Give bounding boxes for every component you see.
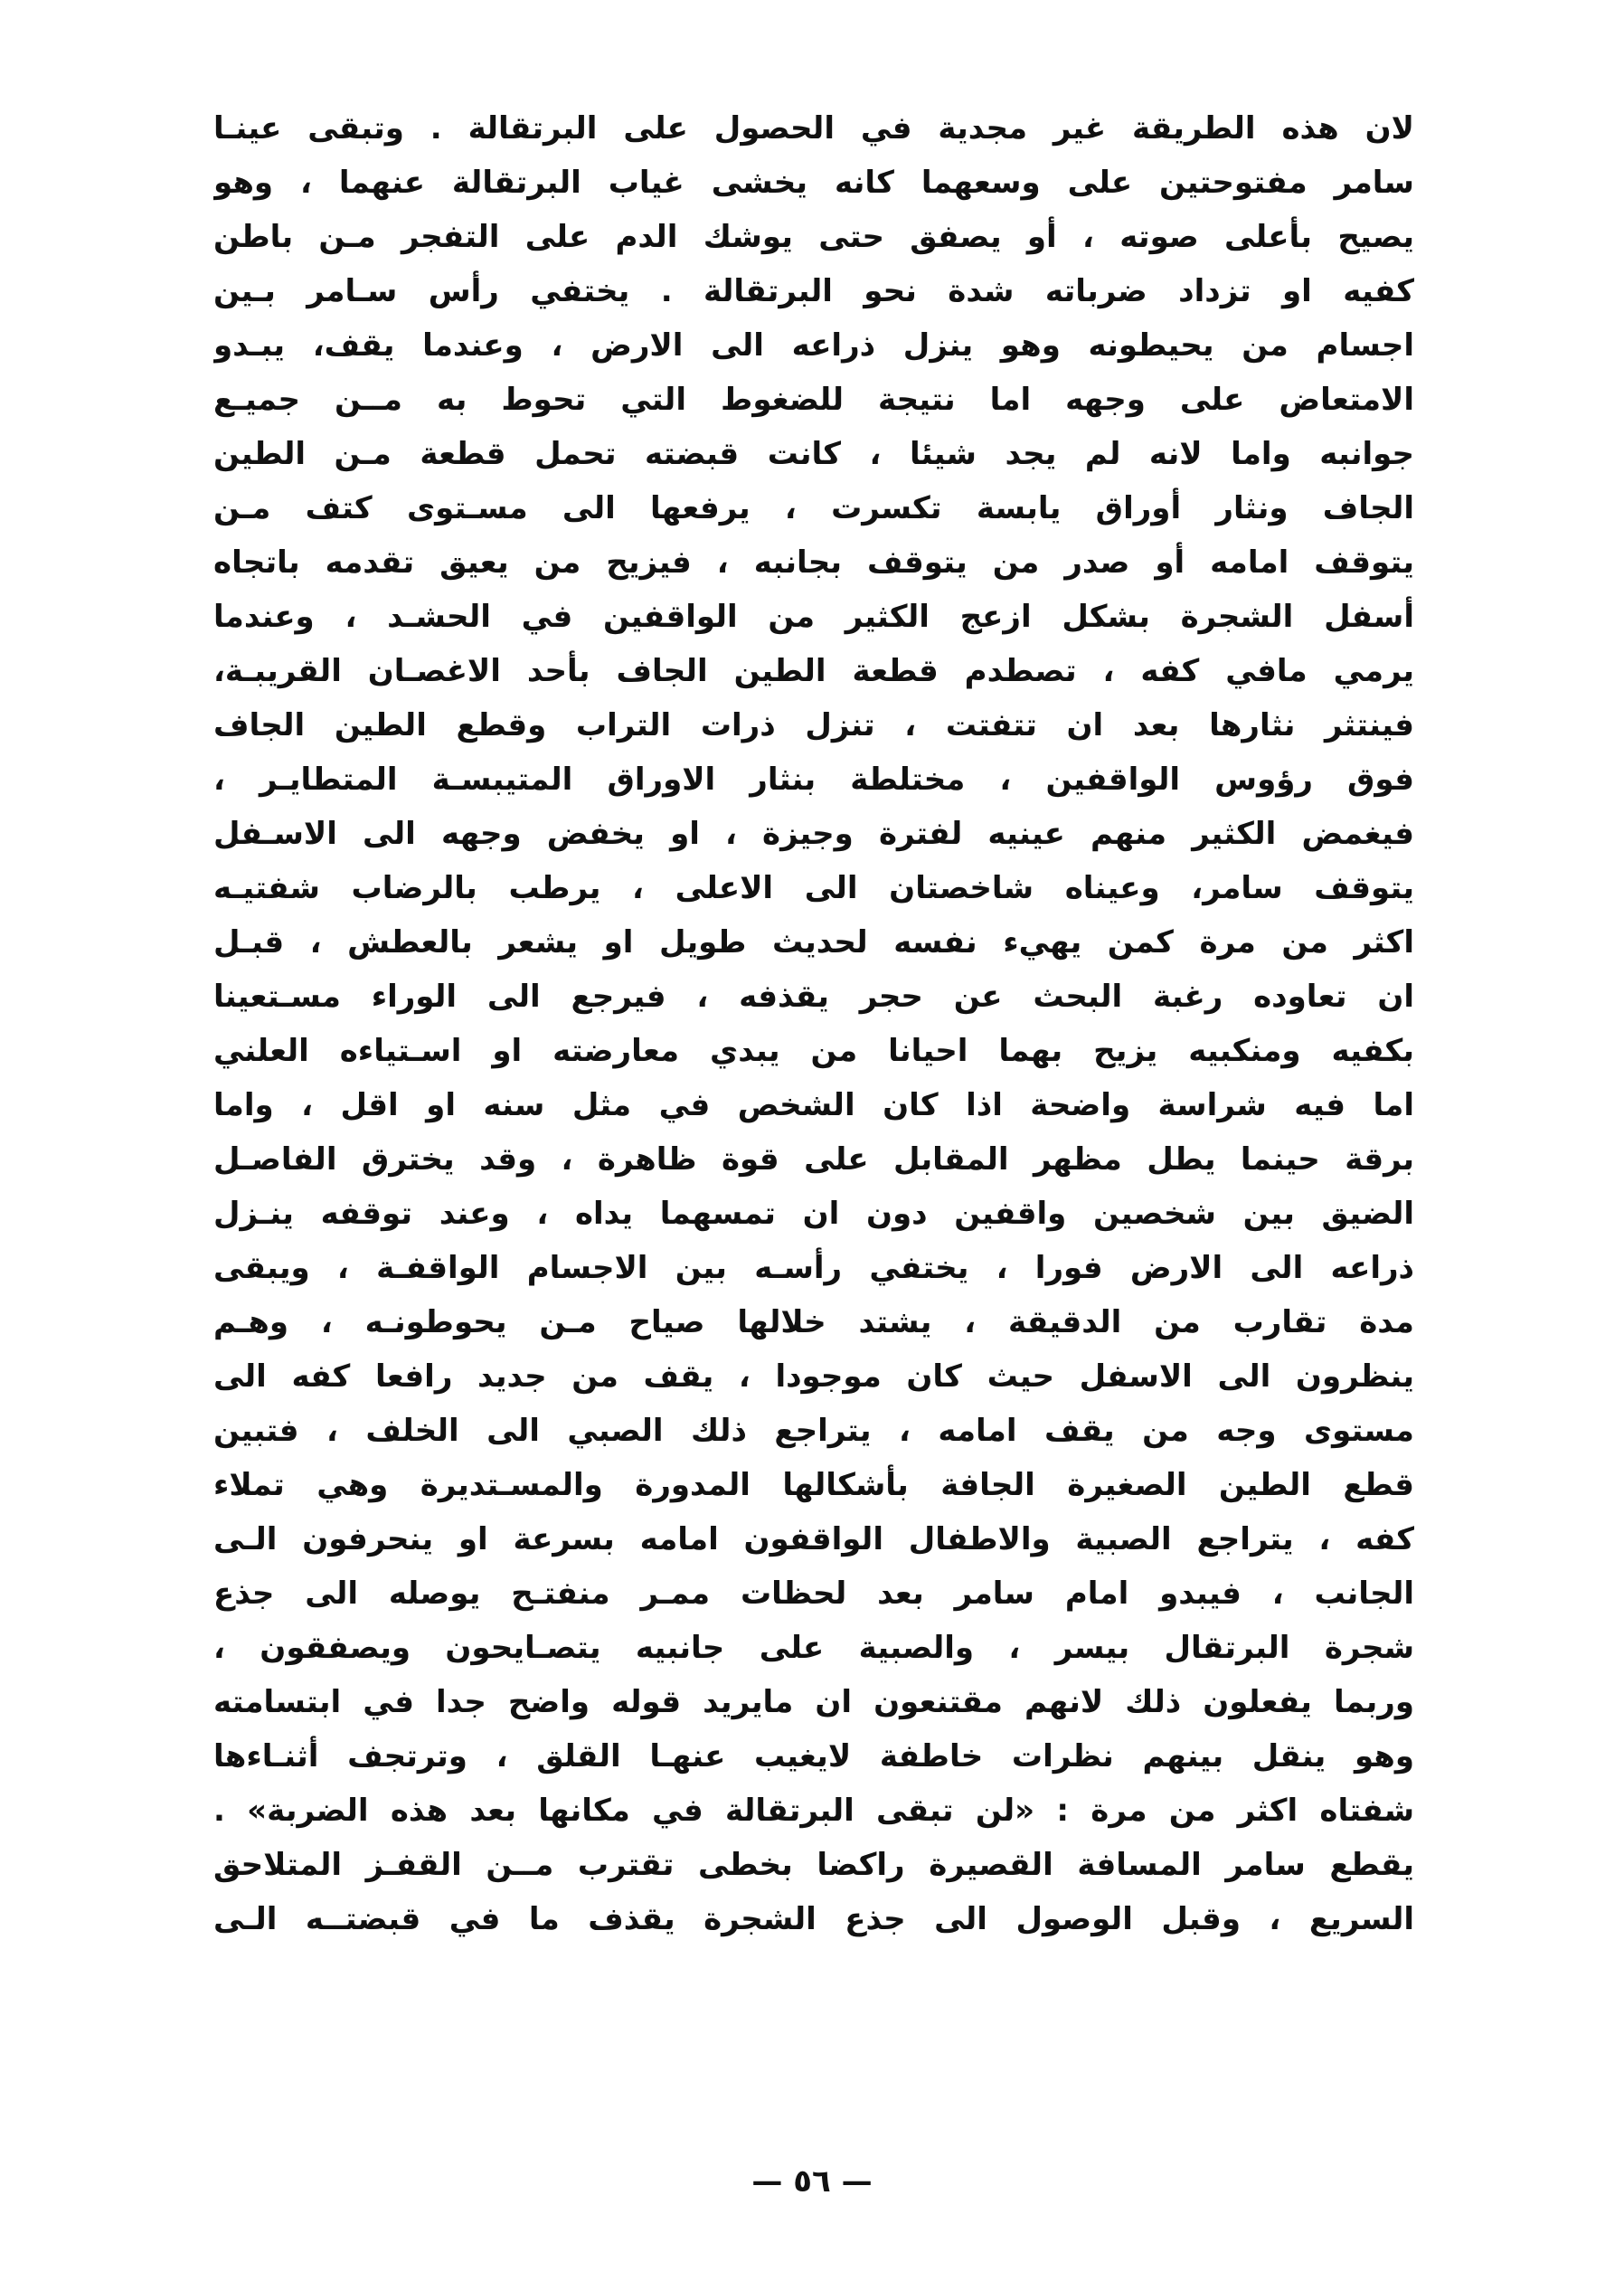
text-line-7: جوانبه واما لانه لم يجد شيئا ، كانت قبضته تحمل قطعة مـن الطين bbox=[213, 436, 1414, 472]
text-line-16: اكثر من مرة كمن يهيء نفسه لحديث طويل او يشعر بالعطش ، قبـل bbox=[213, 924, 1414, 960]
body-text bbox=[213, 101, 1414, 1946]
text-line-23: مدة تقارب من الدقيقة ، يشتد خلالها صياح مـن يحوطونـه ، وهـم bbox=[213, 1304, 1414, 1340]
text-line-3: يصيح بأعلى صوته ، أو يصفق حتى يوشك الدم على التفجر مـن باطن bbox=[213, 219, 1414, 255]
text-line-29: شجرة البرتقال بيسر ، والصبية على جانبيه يتصـايحون ويصفقون ، bbox=[213, 1630, 1414, 1666]
text-line-21: الضيق بين شخصين واقفين دون ان تمسهما يداه ، وعند توقفه ينـزل bbox=[213, 1196, 1414, 1232]
text-line-32: شفتاه اكثر من مرة : «لن تبقى البرتقالة في مكانها بعد هذه الضربة» . bbox=[213, 1793, 1414, 1829]
text-line-4: كفيه او تزداد ضرباته شدة نحو البرتقالة . يختفي رأس سـامر بـين bbox=[213, 273, 1414, 309]
text-line-27: كفه ، يتراجع الصبية والاطفال الواقفون امامه بسرعة او ينحرفون الـى bbox=[213, 1521, 1414, 1557]
text-line-34: السريع ، وقبل الوصول الى جذع الشجرة يقذف ما في قبضتــه الـى bbox=[213, 1901, 1414, 1937]
text-line-1: لان هذه الطريقة غير مجدية في الحصول على البرتقالة . وتبقى عينـا bbox=[213, 110, 1414, 147]
text-line-9: يتوقف امامه أو صدر من يتوقف بجانبه ، فيزيح من يعيق تقدمه باتجاه bbox=[213, 544, 1414, 581]
text-line-26: قطع الطين الصغيرة الجافة بأشكالها المدورة والمسـتديرة وهي تملاء bbox=[213, 1467, 1414, 1503]
text-line-24: ينظرون الى الاسفل حيث كان موجودا ، يقف من جديد رافعا كفه الى bbox=[213, 1358, 1414, 1395]
text-line-15: يتوقف سامر، وعيناه شاخصتان الى الاعلى ، يرطب بالرضاب شفتيـه bbox=[213, 870, 1414, 906]
text-line-33: يقطع سامر المسافة القصيرة راكضا بخطى تقترب مــن القفـز المتلاحق bbox=[213, 1847, 1414, 1883]
text-line-20: برقة حينما يطل مظهر المقابل على قوة ظاهرة ، وقد يخترق الفاصـل bbox=[213, 1141, 1414, 1178]
text-line-31: وهو ينقل بينهم نظرات خاطفة لايغيب عنهـا القلق ، وترتجف أثنـاءها bbox=[213, 1738, 1414, 1774]
text-line-6: الامتعاض على وجهه اما نتيجة للضغوط التي تحوط به مــن جميـع bbox=[213, 382, 1414, 418]
page-number: — ٥٦ — bbox=[751, 2163, 873, 2200]
text-line-18: بكفيه ومنكبيه يزيح بهما احيانا من يبدي معارضته او اسـتياءه العلني bbox=[213, 1033, 1414, 1069]
text-line-28: الجانب ، فيبدو امام سامر بعد لحظات ممـر منفتـح يوصله الى جذع bbox=[213, 1576, 1414, 1612]
text-line-2: سامر مفتوحتين على وسعهما كانه يخشى غياب البرتقالة عنهما ، وهو bbox=[213, 165, 1414, 201]
text-line-5: اجسام من يحيطونه وهو ينزل ذراعه الى الارض ، وعندما يقف، يبـدو bbox=[213, 327, 1414, 364]
text-line-10: أسفل الشجرة بشكل ازعج الكثير من الواقفين في الحشـد ، وعندما bbox=[213, 599, 1414, 635]
text-line-22: ذراعه الى الارض فورا ، يختفي رأسـه بين الاجسام الواقفـة ، ويبقى bbox=[213, 1250, 1414, 1286]
text-line-25: مستوى وجه من يقف امامه ، يتراجع ذلك الصبي الى الخلف ، فتبين bbox=[213, 1413, 1414, 1449]
text-line-17: ان تعاوده رغبة البحث عن حجر يقذفه ، فيرجع الى الوراء مسـتعينا bbox=[213, 979, 1414, 1015]
text-line-14: فيغمض الكثير منهم عينيه لفترة وجيزة ، او يخفض وجهه الى الاسـفل bbox=[213, 816, 1414, 852]
text-line-13: فوق رؤوس الواقفين ، مختلطة بنثار الاوراق المتيبسـة المتطايـر ، bbox=[213, 762, 1414, 798]
text-line-11: يرمي مافي كفه ، تصطدم قطعة الطين الجاف بأحد الاغصـان القريبـة، bbox=[213, 653, 1414, 689]
text-line-30: وربما يفعلون ذلك لانهم مقتنعون ان مايريد قوله واضح جدا في ابتسامته bbox=[213, 1684, 1414, 1720]
text-line-8: الجاف ونثار أوراق يابسة تكسرت ، يرفعها الى مسـتوى كتف مـن bbox=[213, 490, 1414, 526]
text-line-19: اما فيه شراسة واضحة اذا كان الشخص في مثل سنه او اقل ، واما bbox=[213, 1087, 1414, 1123]
text-line-12: فينتثر نثارها بعد ان تتفتت ، تنزل ذرات التراب وقطع الطين الجاف bbox=[213, 707, 1414, 743]
